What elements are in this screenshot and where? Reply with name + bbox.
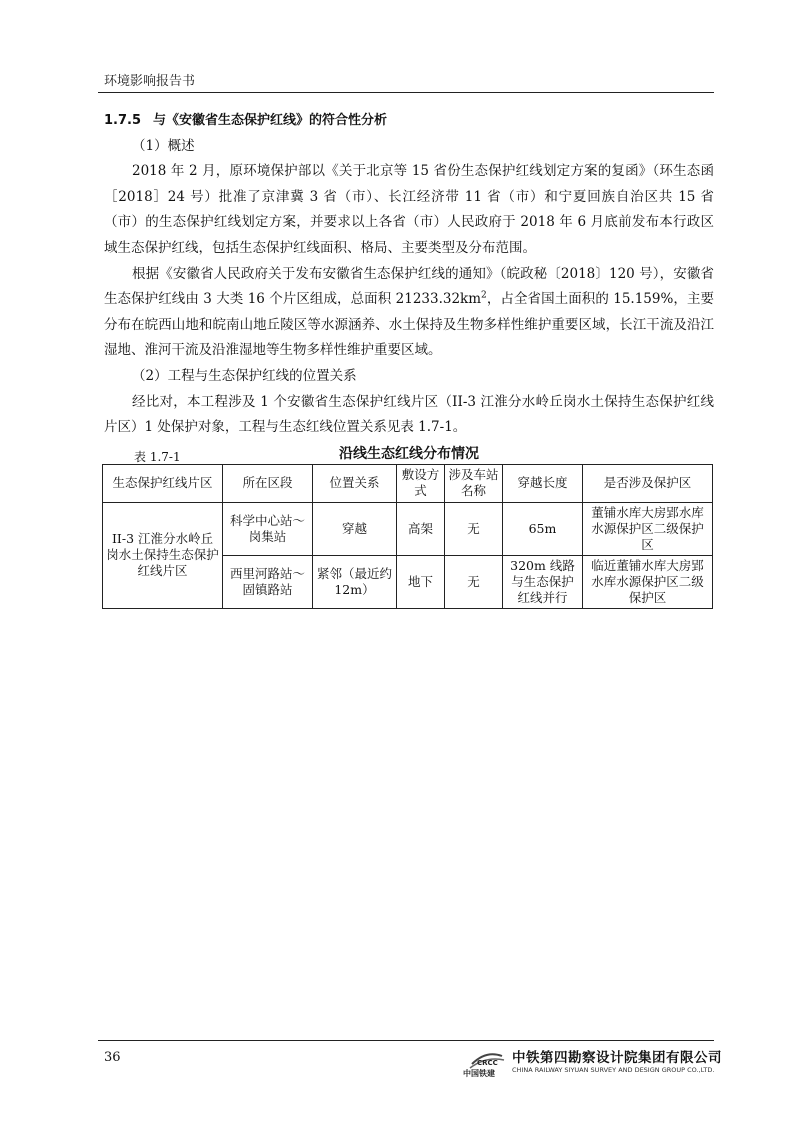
- relation-cell: 穿越: [313, 502, 397, 555]
- subheading-overview: （1）概述: [132, 137, 195, 154]
- section-number: 1.7.5: [104, 113, 142, 128]
- area-superscript: 2: [481, 290, 487, 301]
- header-cell: 是否涉及保护区: [583, 464, 713, 502]
- running-header: 环境影响报告书: [104, 74, 196, 89]
- page-body: [104, 108, 714, 609]
- length-cell: 320m 线路与生态保护红线并行: [503, 555, 583, 608]
- header-cell: 涉及车站名称: [445, 464, 503, 502]
- reserve-cell: 董铺水库大房郢水库水源保护区二级保护区: [583, 502, 713, 555]
- subheading-position-relation: （2）工程与生态保护红线的位置关系: [132, 367, 357, 384]
- paragraph-approval: 2018 年 2 月，原环境保护部以《关于北京等 15 省份生态保护红线划定方案的复函》（环生态函［2018］24 号）批准了京津冀 3 省（市）、长江经济带 11 省（市）和宁夏回族自治区共 15 省（市）的生态保护红线划定方案，并要求以上各省（市）人民政府于 2018 年 6 月底前发布本行政区域生态保护红线，包括生态保护红线面积、格局、主要类型及分布范围。: [104, 163, 714, 256]
- header-divider: [98, 92, 714, 93]
- table-caption: [104, 442, 714, 464]
- page-number: 36: [104, 1050, 121, 1065]
- header-cell: 敷设方式: [397, 464, 445, 502]
- station-cell: 无: [445, 502, 503, 555]
- segment-cell: 科学中心站～岗集站: [223, 502, 313, 555]
- header-cell: 位置关系: [313, 464, 397, 502]
- paragraph-anhui-redline-part2: ，占全省国土面积的 15.159%，主要分布在皖西山地和皖南山地丘陵区等水源涵养、水土保持及生物多样性维护重要区域，长江干流及沿江湿地、淮河干流及沿淮湿地等生物多样性维护重要区域。: [104, 291, 714, 359]
- section-title: 与《安徽省生态保护红线》的符合性分析: [153, 113, 388, 128]
- paragraph-anhui-redline-part1: 根据《安徽省人民政府关于发布安徽省生态保护红线的通知》（皖政秘〔2018〕120 号），安徽省生态保护红线由 3 大类 16 个片区组成，总面积 21233.32km: [104, 265, 714, 308]
- ecological-redline-table: [102, 464, 713, 609]
- company-name-en: CHINA RAILWAY SIYUAN SURVEY AND DESIGN GROUP CO.,LTD.: [512, 1066, 715, 1074]
- zone-cell: II-3 江淮分水岭丘岗水土保持生态保护红线片区: [103, 502, 223, 608]
- footer-divider: [98, 1040, 714, 1041]
- reserve-cell: 临近董铺水库大房郢水库水源保护区二级保护区: [583, 555, 713, 608]
- crcc-logo-mark: CRCC: [477, 1059, 498, 1067]
- paragraph-anhui-redline: [104, 262, 714, 364]
- table-header-row: [103, 464, 713, 502]
- header-cell: 生态保护红线片区: [103, 464, 223, 502]
- table-number: 表 1.7-1: [134, 449, 181, 464]
- station-cell: 无: [445, 555, 503, 608]
- header-cell: 穿越长度: [503, 464, 583, 502]
- table-row: [103, 502, 713, 555]
- company-name-cn: 中铁第四勘察设计院集团有限公司: [512, 1050, 722, 1066]
- laying-cell: 地下: [397, 555, 445, 608]
- header-cell: 所在区段: [223, 464, 313, 502]
- segment-cell: 西里河路站～固镇路站: [223, 555, 313, 608]
- relation-cell: 紧邻（最近约 12m）: [313, 555, 397, 608]
- paragraph-comparison: 经比对，本工程涉及 1 个安徽省生态保护红线片区（II-3 江淮分水岭丘岗水土保持生态保护红线片区）1 处保护对象，工程与生态红线位置关系见表 1.7-1。: [104, 393, 714, 436]
- length-cell: 65m: [503, 502, 583, 555]
- crcc-logo-text: 中国铁建: [463, 1069, 495, 1078]
- section-heading: [104, 108, 714, 134]
- table-title: 沿线生态红线分布情况: [339, 445, 479, 462]
- laying-cell: 高架: [397, 502, 445, 555]
